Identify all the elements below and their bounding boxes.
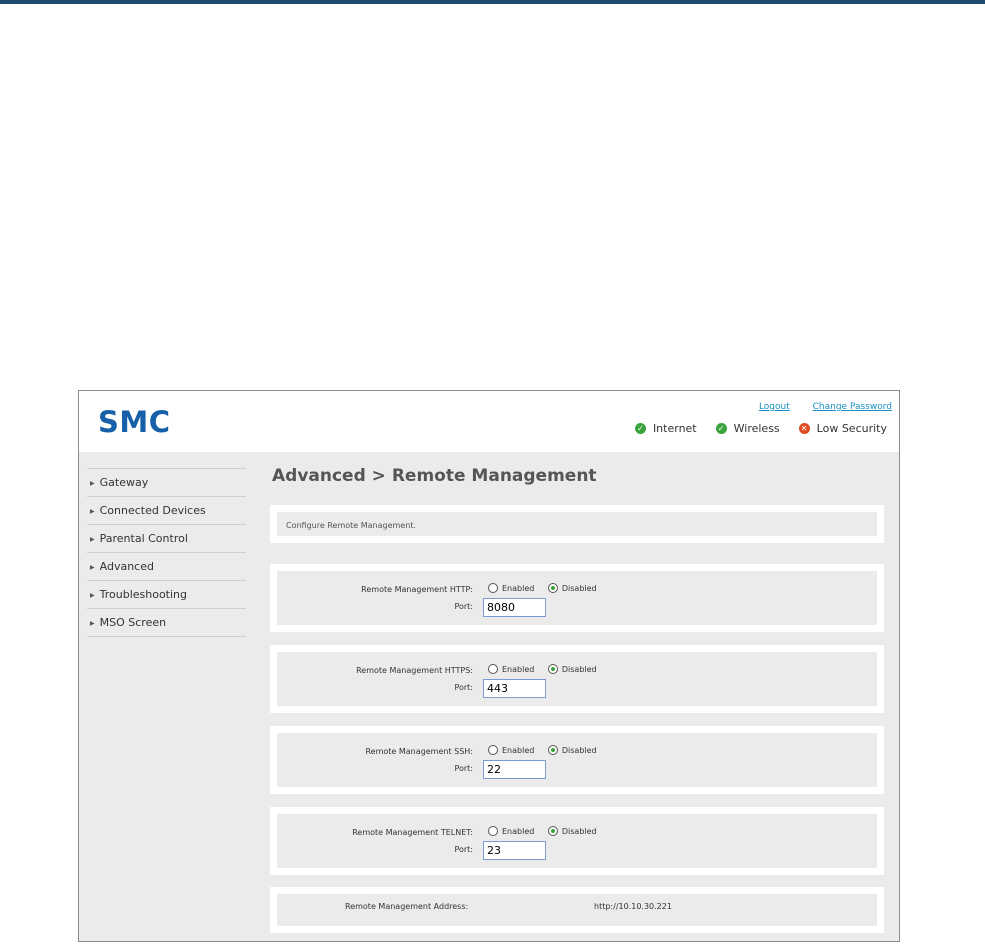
smc-logo: SMC — [98, 405, 171, 439]
error-icon: ✕ — [799, 423, 810, 434]
page-description: Configure Remote Management. — [286, 521, 416, 530]
port-label: Port: — [454, 683, 473, 692]
https-enabled-radio[interactable] — [488, 664, 498, 674]
disabled-label: Disabled — [561, 664, 597, 674]
sidebar-item-label: Gateway — [99, 476, 149, 489]
ssh-port-input[interactable] — [483, 760, 546, 779]
page-title: Advanced > Remote Management — [272, 466, 597, 486]
port-label: Port: — [454, 845, 473, 854]
address-section — [270, 887, 884, 933]
http-disabled-radio[interactable] — [548, 583, 558, 593]
status-label: Wireless — [733, 422, 780, 435]
status-internet — [635, 422, 697, 435]
logout-link[interactable]: Logout — [758, 402, 790, 412]
description-box — [270, 505, 884, 543]
https-disabled-radio[interactable] — [548, 664, 558, 674]
enabled-label: Enabled — [502, 745, 535, 755]
sidebar-item-connected-devices[interactable] — [87, 496, 246, 524]
ssh-disabled-radio[interactable] — [548, 745, 558, 755]
address-label: Remote Management Address: — [345, 902, 469, 911]
arrow-right-icon: ▶ — [90, 591, 95, 599]
port-label: Port: — [454, 602, 473, 611]
check-icon: ✓ — [716, 423, 727, 434]
status-bar — [616, 422, 887, 435]
sidebar-item-label: Advanced — [99, 560, 154, 573]
sidebar-item-label: MSO Screen — [99, 616, 167, 629]
disabled-label: Disabled — [561, 826, 597, 836]
telnet-port-input[interactable] — [483, 841, 546, 860]
http-enabled-radio[interactable] — [488, 583, 498, 593]
status-label: Internet — [652, 422, 697, 435]
telnet-disabled-radio[interactable] — [548, 826, 558, 836]
enabled-label: Enabled — [502, 664, 535, 674]
arrow-right-icon: ▶ — [90, 535, 95, 543]
https-label: Remote Management HTTPS: — [356, 666, 473, 675]
enabled-label: Enabled — [502, 826, 535, 836]
arrow-right-icon: ▶ — [90, 479, 95, 487]
https-section — [270, 645, 884, 713]
disabled-label: Disabled — [561, 583, 597, 593]
https-port-input[interactable] — [483, 679, 546, 698]
sidebar-nav — [87, 468, 246, 637]
sidebar-item-label: Parental Control — [99, 532, 188, 545]
status-label: Low Security — [816, 422, 887, 435]
status-security — [799, 422, 887, 435]
sidebar-item-parental-control[interactable] — [87, 524, 246, 552]
telnet-enabled-radio[interactable] — [488, 826, 498, 836]
sidebar-item-advanced[interactable] — [87, 552, 246, 580]
telnet-section — [270, 807, 884, 875]
enabled-label: Enabled — [502, 583, 535, 593]
header-links — [739, 402, 892, 412]
ssh-label: Remote Management SSH: — [365, 747, 473, 756]
router-admin-frame — [78, 390, 900, 942]
ssh-enabled-radio[interactable] — [488, 745, 498, 755]
telnet-label: Remote Management TELNET: — [352, 828, 473, 837]
top-rule — [0, 0, 985, 4]
sidebar-item-troubleshooting[interactable] — [87, 580, 246, 608]
change-password-link[interactable]: Change Password — [812, 402, 892, 412]
sidebar-item-gateway[interactable] — [87, 468, 246, 496]
sidebar-item-label: Connected Devices — [99, 504, 206, 517]
http-section — [270, 564, 884, 632]
sidebar-item-mso-screen[interactable] — [87, 608, 246, 637]
http-label: Remote Management HTTP: — [361, 585, 473, 594]
arrow-right-icon: ▶ — [90, 563, 95, 571]
sidebar-item-label: Troubleshooting — [99, 588, 188, 601]
port-label: Port: — [454, 764, 473, 773]
arrow-right-icon: ▶ — [90, 619, 95, 627]
ssh-section — [270, 726, 884, 794]
http-port-input[interactable] — [483, 598, 546, 617]
check-icon: ✓ — [635, 423, 646, 434]
header — [79, 391, 899, 452]
address-value: http://10.10.30.221 — [594, 902, 672, 911]
status-wireless — [716, 422, 780, 435]
arrow-right-icon: ▶ — [90, 507, 95, 515]
disabled-label: Disabled — [561, 745, 597, 755]
